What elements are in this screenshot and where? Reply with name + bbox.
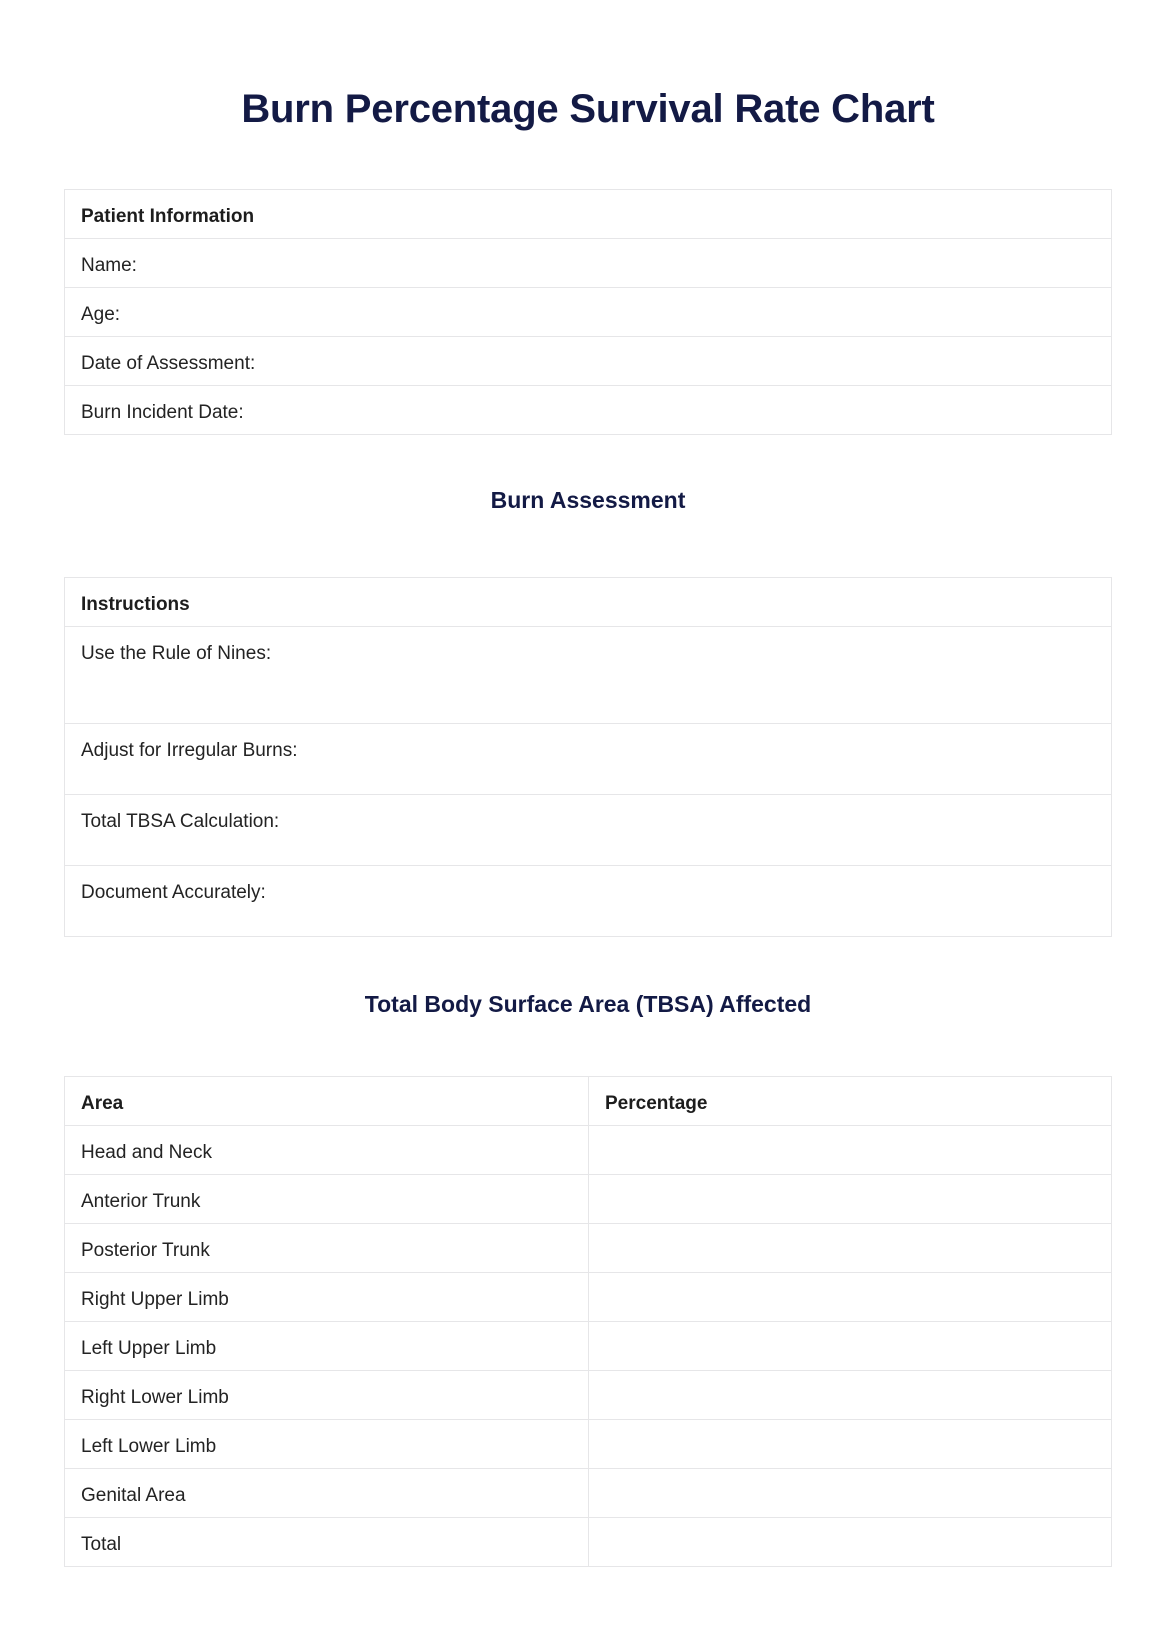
page-title: Burn Percentage Survival Rate Chart (241, 87, 935, 131)
tbsa-percentage-total[interactable] (589, 1518, 1112, 1567)
column-header-area: Area (65, 1077, 589, 1126)
instructions-section (64, 515, 1112, 937)
tbsa-area-right-upper-limb: Right Upper Limb (65, 1273, 589, 1322)
field-label-age[interactable]: Age: (65, 288, 1112, 337)
table-row[interactable] (65, 1224, 1112, 1273)
instructions-header: Instructions (65, 577, 1112, 626)
tbsa-table (64, 1076, 1112, 1567)
table-row[interactable] (65, 1273, 1112, 1322)
instruction-rule-of-nines[interactable]: Use the Rule of Nines: (65, 626, 1112, 723)
tbsa-area-anterior-trunk: Anterior Trunk (65, 1175, 589, 1224)
table-row[interactable] (65, 794, 1112, 865)
tbsa-percentage-head-and-neck[interactable] (589, 1126, 1112, 1175)
table-header-row (65, 190, 1112, 239)
table-row[interactable] (65, 1126, 1112, 1175)
table-row[interactable] (65, 239, 1112, 288)
tbsa-percentage-posterior-trunk[interactable] (589, 1224, 1112, 1273)
patient-information-header: Patient Information (65, 190, 1112, 239)
tbsa-percentage-left-lower-limb[interactable] (589, 1420, 1112, 1469)
table-row[interactable] (65, 288, 1112, 337)
table-row[interactable] (65, 386, 1112, 435)
patient-information-section (64, 133, 1112, 435)
tbsa-section (64, 1018, 1112, 1567)
tbsa-area-total: Total (65, 1518, 589, 1567)
table-header-row (65, 577, 1112, 626)
table-row[interactable] (65, 337, 1112, 386)
instructions-table (64, 577, 1112, 937)
field-label-name[interactable]: Name: (65, 239, 1112, 288)
tbsa-percentage-genital-area[interactable] (589, 1469, 1112, 1518)
tbsa-area-left-lower-limb: Left Lower Limb (65, 1420, 589, 1469)
tbsa-area-posterior-trunk: Posterior Trunk (65, 1224, 589, 1273)
tbsa-percentage-right-lower-limb[interactable] (589, 1371, 1112, 1420)
tbsa-area-head-and-neck: Head and Neck (65, 1126, 589, 1175)
tbsa-area-left-upper-limb: Left Upper Limb (65, 1322, 589, 1371)
field-label-burn-incident-date[interactable]: Burn Incident Date: (65, 386, 1112, 435)
tbsa-percentage-left-upper-limb[interactable] (589, 1322, 1112, 1371)
tbsa-percentage-anterior-trunk[interactable] (589, 1175, 1112, 1224)
column-header-percentage: Percentage (589, 1077, 1112, 1126)
table-header-row (65, 1077, 1112, 1126)
section-heading-tbsa: Total Body Surface Area (TBSA) Affected (364, 990, 812, 1017)
instruction-total-tbsa-calculation[interactable]: Total TBSA Calculation: (65, 794, 1112, 865)
tbsa-percentage-right-upper-limb[interactable] (589, 1273, 1112, 1322)
instruction-adjust-irregular-burns[interactable]: Adjust for Irregular Burns: (65, 723, 1112, 794)
section-heading-burn-assessment: Burn Assessment (490, 487, 686, 514)
table-row[interactable] (65, 1371, 1112, 1420)
patient-information-table (64, 189, 1112, 435)
table-row[interactable] (65, 1469, 1112, 1518)
table-row-total[interactable] (65, 1518, 1112, 1567)
table-row[interactable] (65, 1175, 1112, 1224)
table-row[interactable] (65, 865, 1112, 936)
field-label-date-of-assessment[interactable]: Date of Assessment: (65, 337, 1112, 386)
table-row[interactable] (65, 1420, 1112, 1469)
tbsa-area-genital-area: Genital Area (65, 1469, 589, 1518)
tbsa-area-right-lower-limb: Right Lower Limb (65, 1371, 589, 1420)
table-row[interactable] (65, 723, 1112, 794)
instruction-document-accurately[interactable]: Document Accurately: (65, 865, 1112, 936)
table-row[interactable] (65, 626, 1112, 723)
table-row[interactable] (65, 1322, 1112, 1371)
